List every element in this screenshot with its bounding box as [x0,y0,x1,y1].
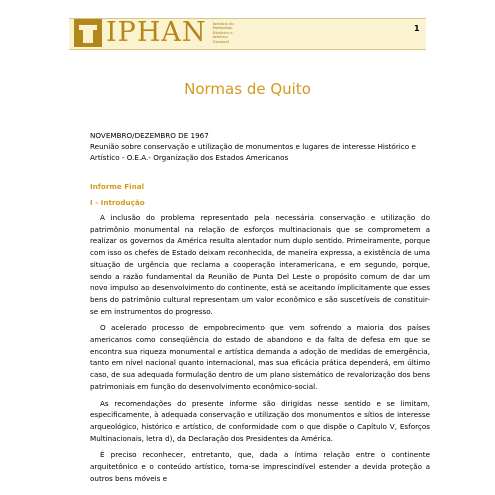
paragraph: O acelerado processo de empobrecimento que vem sofrendo a maioria dos países americanos como conseqüência do estado de abandono e da falta de defesa em que se encontra sua riqueza monumental e artística demanda a adoção de medidas de emergência, tanto em nível nacional quanto internacional, mas sua eficácia prática dependerá, em último caso, de sua adequada formulação dentro de um plano sistemático de revalorização dos bens patrimoniais em função do desenvolvimento econômico-social. [90,323,430,391]
paragraph: As recomendações do presente informe são dirigidas nesse sentido e se limitam, especificamente, à adequada conservação e utilização dos monumentos e sítios de interesse arqueológico, histórico e artístico, de conformidade com o que dispõe o Capítulo V, Esforços Multinacionais, letra d), da Declaração dos Presidentes da América. [90,398,430,443]
iphan-emblem-icon [74,19,102,47]
body-text [90,212,430,495]
logo-subtitle-line: Artístico [212,35,229,40]
document-meta [90,130,430,164]
document-description: Reunião sobre conservação e utilização de monumentos e lugares de interesse Histórico e Artístico - O.E.A.- Organização dos Estados Americanos [90,142,416,163]
logo-subtitle-line: Nacional [212,39,229,44]
paragraph: É preciso reconhecer, entretanto, que, dada a íntima relação entre o continente arquitetônico e o conteúdo artístico, torna-se imprescindível estender a devida proteção a outros bens móveis e [90,450,430,483]
logo-subtitle-line: Histórico e [212,30,233,35]
paragraph: A inclusão do problema representado pela necessária conservação e utilização do patrimônio monumental na relação de esforços multinacionais que se comprometem a realizar os governos da América resulta alentador num duplo sentido. Primeiramente, porque com isso os chefes de Estado deixam reconhecida, de maneira expressa, a existência de uma situação de urgência que reclama a cooperação interamericana, e em segundo, porque, sendo a razão fundamental da Reunião de Punta Del Leste o propósito comum de dar um novo impulso ao desenvolvimento do continente, está se aceitando implicitamente que esses bens do patrimônio cultural representam um valor econômico e são suscetíveis de constituir-se em instrumentos do progresso. [90,213,430,316]
document-title: Normas de Quito [184,80,311,98]
logo-subtitle-line: Instituto do [212,21,234,26]
page-number: 1 [414,24,420,33]
iphan-logo [74,19,234,47]
subsection-title: I - Introdução [90,198,145,207]
logo-text: IPHAN [106,17,207,48]
logo-subtitle [213,22,234,45]
section-title: Informe Final [90,182,145,191]
logo-subtitle-line: Patrimônio [212,26,233,31]
document-date: NOVEMBRO/DEZEMBRO DE 1967 [90,131,209,140]
